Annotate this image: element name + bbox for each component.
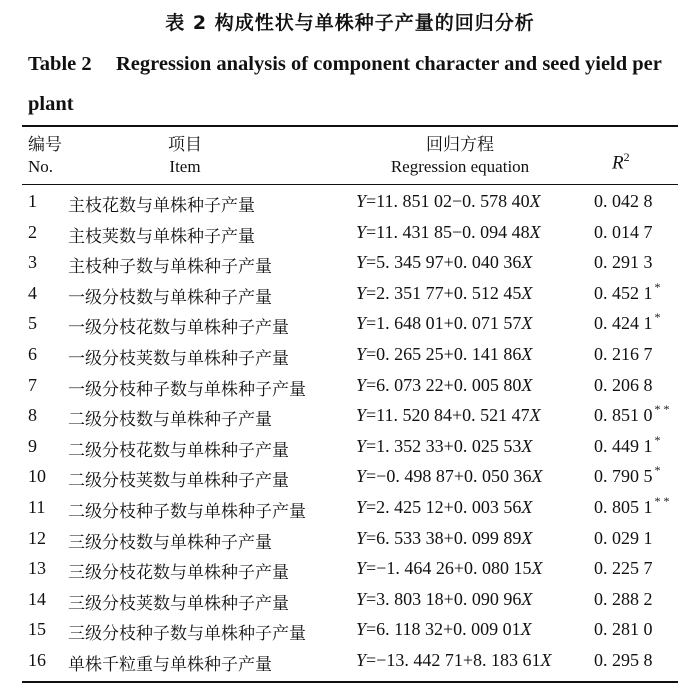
row-r2	[594, 402, 670, 426]
row-number: 15	[28, 619, 46, 640]
row-significance: * *	[654, 402, 670, 417]
row-number: 16	[28, 650, 46, 670]
row-r2	[594, 279, 661, 304]
row-equation: Y=1. 352 33+0. 025 53X	[356, 435, 533, 456]
row-equation: Y=11. 431 85−0. 094 48X	[356, 221, 541, 242]
table-row	[0, 371, 700, 401]
row-r2	[594, 558, 655, 579]
row-r2	[594, 344, 655, 365]
row-item: 一级分枝花数与单株种子产量	[68, 318, 289, 339]
header-item-en: Item	[169, 157, 201, 176]
header-no	[28, 134, 62, 178]
row-equation: Y=6. 118 32+0. 009 01X	[356, 619, 532, 640]
table-number: Table 2	[28, 53, 92, 75]
header-r2-symbol: R	[612, 152, 624, 174]
row-r2	[594, 375, 655, 396]
row-number: 11	[28, 497, 46, 517]
row-significance: *	[654, 463, 661, 478]
header-equation-cn: 回归方程	[426, 135, 494, 155]
row-number: 6	[28, 344, 37, 364]
row-significance: *	[654, 432, 661, 447]
header-r2-exponent: 2	[623, 150, 630, 164]
header-r2	[612, 146, 630, 174]
table-title-chinese: 表 2 构成性状与单株种子产量的回归分析	[165, 12, 535, 34]
row-item: 主枝荚数与单株种子产量	[68, 226, 255, 247]
table-row	[0, 309, 700, 339]
row-r2-value: 0. 225 7	[594, 558, 653, 579]
row-item: 三级分枝荚数与单株种子产量	[68, 593, 289, 614]
row-r2	[594, 650, 655, 671]
table-row	[0, 585, 700, 615]
row-equation: Y=−0. 498 87+0. 050 36X	[356, 466, 543, 487]
row-r2-value: 0. 288 2	[594, 588, 653, 609]
row-r2	[594, 494, 670, 518]
table-row	[0, 248, 700, 278]
row-r2	[594, 528, 655, 549]
row-equation: Y=11. 520 84+0. 521 47X	[356, 405, 541, 426]
row-r2	[594, 252, 655, 273]
table-title-english	[28, 44, 678, 124]
row-r2-value: 0. 851 0	[594, 405, 653, 426]
top-rule	[22, 125, 678, 127]
header-equation	[370, 134, 550, 178]
row-equation: Y=−1. 464 26+0. 080 15X	[356, 558, 543, 579]
header-item-cn: 项目	[168, 135, 202, 155]
row-number: 2	[28, 221, 37, 242]
row-item: 一级分枝种子数与单株种子产量	[68, 379, 306, 400]
row-r2-value: 0. 452 1	[594, 282, 653, 303]
row-item: 单株千粒重与单株种子产量	[68, 655, 272, 675]
row-equation: Y=6. 533 38+0. 099 89X	[356, 527, 533, 548]
row-equation: Y=3. 803 18+0. 090 96X	[356, 588, 533, 609]
row-item: 主枝种子数与单株种子产量	[68, 257, 272, 278]
table-title-text: Regression analysis of component character and seed yield per plant	[28, 53, 662, 115]
row-number: 7	[28, 374, 37, 395]
row-item: 主枝花数与单株种子产量	[68, 196, 255, 216]
table-row	[0, 493, 700, 523]
row-significance: *	[654, 310, 661, 325]
row-significance: *	[654, 279, 661, 294]
row-number: 13	[28, 558, 46, 579]
row-number: 10	[28, 466, 46, 487]
row-r2	[594, 619, 655, 640]
row-item: 三级分枝花数与单株种子产量	[68, 563, 289, 584]
row-item: 三级分枝数与单株种子产量	[68, 532, 272, 553]
row-item: 二级分枝荚数与单株种子产量	[68, 471, 289, 492]
row-number: 14	[28, 588, 46, 609]
table-row	[0, 646, 700, 676]
row-r2-value: 0. 216 7	[594, 344, 653, 364]
header-item	[150, 134, 220, 178]
table-row	[0, 187, 700, 217]
table-row	[0, 340, 700, 370]
row-r2	[594, 589, 655, 610]
table-row	[0, 524, 700, 554]
row-significance: * *	[654, 494, 670, 508]
row-equation: Y=2. 425 12+0. 003 56X	[356, 497, 533, 517]
header-rule	[22, 184, 678, 185]
row-equation: Y=5. 345 97+0. 040 36X	[356, 252, 533, 273]
row-equation: Y=−13. 442 71+8. 183 61X	[356, 650, 552, 670]
row-equation: Y=11. 851 02−0. 578 40X	[356, 191, 541, 211]
row-r2-value: 0. 042 8	[594, 191, 653, 211]
table-row	[0, 432, 700, 462]
row-r2-value: 0. 014 7	[594, 221, 653, 242]
row-number: 12	[28, 527, 46, 548]
bottom-rule	[22, 681, 678, 683]
row-item: 二级分枝种子数与单株种子产量	[68, 502, 306, 522]
row-number: 9	[28, 435, 37, 456]
table-row	[0, 401, 700, 431]
row-item: 二级分枝花数与单株种子产量	[68, 440, 289, 461]
header-equation-en: Regression equation	[390, 157, 530, 176]
row-number: 3	[28, 252, 37, 273]
row-item: 一级分枝数与单株种子产量	[68, 287, 272, 308]
row-r2-value: 0. 291 3	[594, 252, 653, 273]
row-item: 一级分枝荚数与单株种子产量	[68, 349, 289, 369]
row-r2-value: 0. 790 5	[594, 466, 653, 487]
row-number: 5	[28, 313, 37, 334]
row-r2	[594, 463, 661, 487]
table-row	[0, 462, 700, 492]
row-r2	[594, 432, 661, 457]
row-r2-value: 0. 424 1	[594, 313, 653, 334]
row-r2	[594, 310, 661, 334]
row-number: 1	[28, 191, 37, 211]
table-row	[0, 279, 700, 309]
row-number: 8	[28, 405, 37, 426]
row-r2-value: 0. 029 1	[594, 527, 653, 548]
row-equation: Y=0. 265 25+0. 141 86X	[356, 344, 533, 364]
row-r2	[594, 191, 655, 212]
table-row	[0, 554, 700, 584]
row-equation: Y=2. 351 77+0. 512 45X	[356, 282, 533, 303]
row-r2-value: 0. 805 1	[594, 497, 653, 517]
table-row	[0, 615, 700, 645]
header-no-en: No.	[28, 157, 54, 176]
row-item: 二级分枝数与单株种子产量	[68, 410, 272, 431]
row-number: 4	[28, 282, 37, 303]
row-equation: Y=6. 073 22+0. 005 80X	[356, 374, 533, 395]
header-no-cn: 编号	[28, 135, 62, 155]
row-equation: Y=1. 648 01+0. 071 57X	[356, 313, 533, 334]
row-item: 三级分枝种子数与单株种子产量	[68, 624, 306, 645]
row-r2-value: 0. 281 0	[594, 619, 653, 640]
row-r2-value: 0. 206 8	[594, 374, 653, 395]
row-r2	[594, 222, 655, 243]
row-r2-value: 0. 449 1	[594, 435, 653, 456]
row-r2-value: 0. 295 8	[594, 650, 653, 670]
table-row	[0, 218, 700, 248]
